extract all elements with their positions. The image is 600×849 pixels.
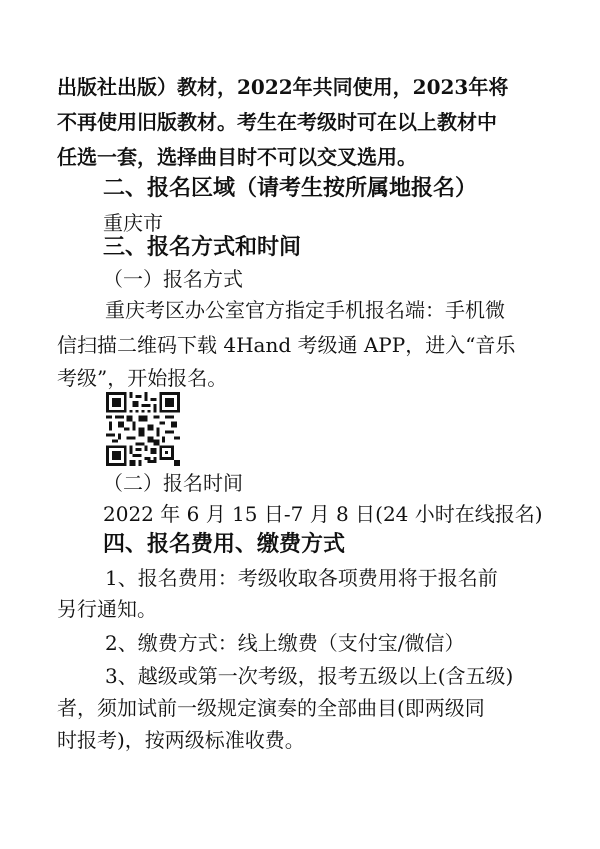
subsection-heading: （二）报名时间 [103, 471, 243, 495]
section-heading: 二、报名区域（请考生按所属地报名） [103, 176, 478, 201]
paragraph-line: 重庆考区办公室官方指定手机报名端：手机微 [105, 298, 505, 322]
paragraph-line: 2、缴费方式：线上缴费（支付宝/微信） [105, 631, 465, 655]
qr-code-icon [106, 392, 180, 466]
paragraph-line: 出版社出版）教材，2022年共同使用，2023年将 [57, 75, 509, 99]
paragraph-line: 不再使用旧版教材。考生在考级时可在以上教材中 [57, 110, 497, 134]
paragraph-line: 考级”，开始报名。 [57, 366, 228, 390]
subsection-heading: （一）报名方式 [103, 267, 243, 291]
paragraph-line: 信扫描二维码下载 4Hand 考级通 APP，进入“音乐 [57, 333, 516, 357]
date-line: 2022 年 6 月 15 日-7 月 8 日(24 小时在线报名) [103, 502, 543, 526]
paragraph-line: 任选一套，选择曲目时不可以交叉选用。 [57, 145, 417, 169]
paragraph-line: 时报考)，按两级标准收费。 [57, 728, 305, 752]
section-heading: 三、报名方式和时间 [103, 235, 302, 260]
paragraph-line: 1、报名费用：考级收取各项费用将于报名前 [105, 566, 498, 590]
paragraph-line: 3、越级或第一次考级，报考五级以上(含五级) [105, 664, 514, 688]
paragraph-line: 另行通知。 [57, 597, 157, 621]
paragraph-line: 者，须加试前一级规定演奏的全部曲目(即两级同 [57, 696, 485, 720]
section-heading: 四、报名费用、缴费方式 [103, 532, 346, 557]
city-text: 重庆市 [103, 211, 163, 235]
